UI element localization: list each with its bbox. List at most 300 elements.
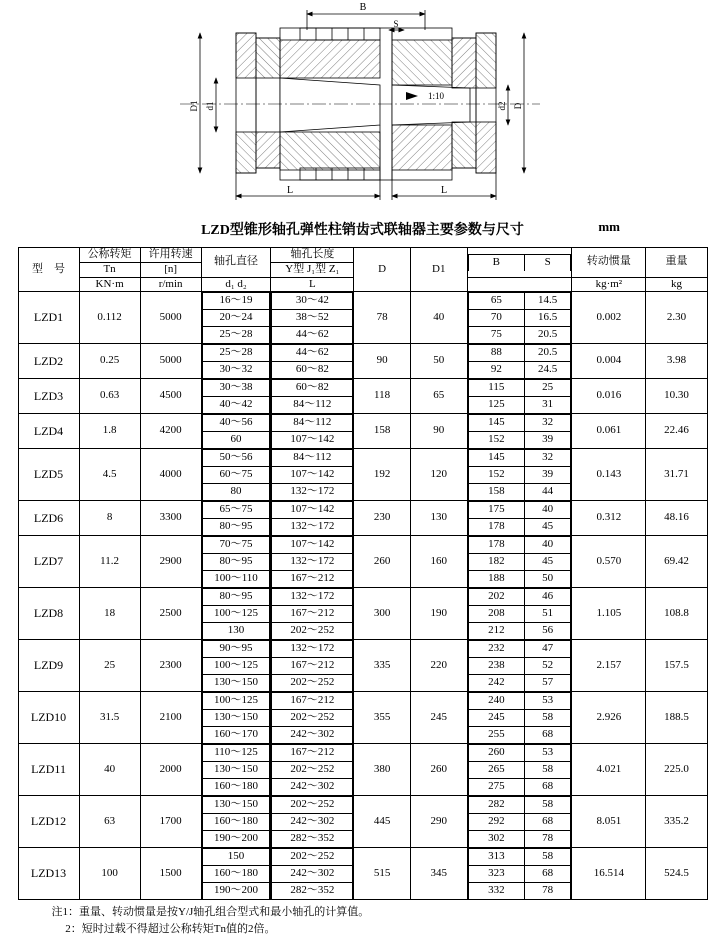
cell-weight: 3.98 [646,344,707,379]
cell-B: 282 [468,797,524,814]
cell-speed: 1700 [140,796,201,848]
sub-cell: 70～75 [202,537,270,554]
cell-bore-diameters [201,501,271,536]
unit-label: mm [598,219,620,234]
sub-cell: 160～180 [202,866,270,883]
cell-bore-lengths [271,501,354,536]
cell-B-S [467,292,572,344]
cell-B: 152 [468,432,524,449]
cell-S: 45 [525,519,571,536]
cell-S: 14.5 [525,293,571,310]
sub-cell: 202～252 [272,762,353,779]
cell-inertia: 0.002 [572,292,646,344]
cell-B-S [467,414,572,449]
sub-cell: 90～95 [202,641,270,658]
cell-B: 302 [468,831,524,848]
cell-bore-lengths [271,414,354,449]
cell-B: 65 [468,293,524,310]
cell-B: 70 [468,310,524,327]
cell-B-S [467,848,572,900]
cell-speed: 4000 [140,449,201,501]
cell-B: 175 [468,502,524,519]
cell-torque: 40 [79,744,140,796]
sub-cell: 100～110 [202,571,270,588]
svg-text:B: B [359,2,367,13]
cell-S: 68 [525,866,571,883]
cell-weight: 225.0 [646,744,707,796]
cell-B: 242 [468,675,524,692]
table-row [18,379,707,414]
cell-bore-lengths [271,848,354,900]
cell-S: 39 [525,432,571,449]
th-length-group: 轴孔长度 [271,248,354,263]
cell-B: 260 [468,745,524,762]
cell-bore-diameters [201,744,271,796]
cell-B-S [467,379,572,414]
cell-D: 260 [354,536,411,588]
table-row [18,848,707,900]
cell-B-S [467,796,572,848]
sub-cell: 242～302 [272,866,353,883]
sub-cell: 190～200 [202,883,270,900]
cell-S: 44 [525,484,571,501]
cell-D1: 245 [410,692,467,744]
sub-cell: 44～62 [272,327,353,344]
cell-S: 58 [525,849,571,866]
cell-S: 58 [525,710,571,727]
sub-cell: 130～150 [202,797,270,814]
table-row [18,501,707,536]
sub-cell: 110～125 [202,745,270,762]
cell-S: 45 [525,554,571,571]
cell-inertia: 2.157 [572,640,646,692]
sub-cell: 80～95 [202,554,270,571]
cell-weight: 188.5 [646,692,707,744]
cell-S: 25 [525,380,571,397]
cell-model: LZD9 [18,640,79,692]
th-length-sub: Y型 J₁型 Z₁ [271,262,354,277]
cell-B-S [467,640,572,692]
cell-B-S [467,536,572,588]
cell-weight: 108.8 [646,588,707,640]
cell-B: 238 [468,658,524,675]
cell-S: 32 [525,450,571,467]
svg-text:L: L [440,185,448,196]
cell-inertia: 0.004 [572,344,646,379]
sub-cell: 50～56 [202,450,270,467]
table-row [18,744,707,796]
sub-cell: 167～212 [272,693,353,710]
sub-cell: 190～200 [202,831,270,848]
cell-model: LZD1 [18,292,79,344]
th-speed-unit: r/min [140,277,201,292]
svg-text:d1: d1 [205,101,215,111]
cell-S: 40 [525,537,571,554]
cell-bore-lengths [271,344,354,379]
cell-S: 40 [525,502,571,519]
cell-speed: 5000 [140,292,201,344]
cell-bore-lengths [271,536,354,588]
table-body [18,292,707,900]
svg-text:S: S [393,19,399,29]
cell-inertia: 8.051 [572,796,646,848]
cell-bore-diameters [201,796,271,848]
notes-block [18,904,708,937]
cell-speed: 3300 [140,501,201,536]
cell-B: 240 [468,693,524,710]
cell-bore-diameters [201,848,271,900]
cell-weight: 69.42 [646,536,707,588]
cell-bore-diameters [201,344,271,379]
cell-inertia: 2.926 [572,692,646,744]
cell-B-S [467,588,572,640]
cell-torque: 63 [79,796,140,848]
cell-weight: 22.46 [646,414,707,449]
th-inertia: 转动惯量 [572,248,646,278]
cell-B-S [467,344,572,379]
cell-S: 58 [525,797,571,814]
th-model: 型 号 [18,248,79,292]
sub-cell: 202～252 [272,849,353,866]
cell-B: 323 [468,866,524,883]
sub-cell: 44～62 [272,345,353,362]
cell-inertia: 0.312 [572,501,646,536]
table-row [18,449,707,501]
cell-inertia: 0.570 [572,536,646,588]
sub-cell: 282～352 [272,883,353,900]
cell-bore-lengths [271,379,354,414]
cell-torque: 0.25 [79,344,140,379]
sub-cell: 107～142 [272,537,353,554]
table-row [18,640,707,692]
sub-cell: 80～95 [202,589,270,606]
sub-cell: 25～28 [202,345,270,362]
table-row [18,796,707,848]
cell-weight: 48.16 [646,501,707,536]
cell-inertia: 1.105 [572,588,646,640]
cell-inertia: 0.061 [572,414,646,449]
cell-D1: 220 [410,640,467,692]
table-row [18,292,707,344]
th-D1: D1 [410,248,467,292]
svg-text:D: D [513,102,523,110]
cell-speed: 2100 [140,692,201,744]
cell-model: LZD7 [18,536,79,588]
table-title-row [0,219,725,241]
cell-B: 92 [468,362,524,379]
cell-bore-diameters [201,292,271,344]
sub-cell: 30～32 [202,362,270,379]
table-row [18,692,707,744]
cell-D1: 120 [410,449,467,501]
cell-S: 52 [525,658,571,675]
cell-bore-diameters [201,640,271,692]
cell-bore-diameters [201,588,271,640]
cell-B: 245 [468,710,524,727]
cell-S: 31 [525,397,571,414]
cell-B: 275 [468,779,524,796]
cell-D: 380 [354,744,411,796]
note-1: 注1：重量、转动惯量是按Y/J轴孔组合型式和最小轴孔的计算值。 [51,906,370,919]
sub-cell: 202～252 [272,623,353,640]
svg-text:d2: d2 [497,101,507,111]
sub-cell: 130～150 [202,710,270,727]
sub-cell: 84～112 [272,415,353,432]
cell-S: 39 [525,467,571,484]
sub-cell: 242～302 [272,727,353,744]
cell-B: 332 [468,883,524,900]
cell-D: 158 [354,414,411,449]
cell-S: 20.5 [525,345,571,362]
sub-cell: 30～42 [272,293,353,310]
svg-text:D1: D1 [189,100,199,112]
sub-cell: 202～252 [272,797,353,814]
cell-model: LZD10 [18,692,79,744]
th-weight: 重量 [646,248,707,278]
sub-cell: 130～150 [202,675,270,692]
sub-cell: 60～82 [272,380,353,397]
cell-B-S [467,744,572,796]
cell-bore-diameters [201,414,271,449]
table-row [18,588,707,640]
sub-cell: 167～212 [272,745,353,762]
parameters-table [18,247,708,900]
cell-D1: 160 [410,536,467,588]
sub-cell: 100～125 [202,606,270,623]
cell-S: 20.5 [525,327,571,344]
cell-S: 78 [525,883,571,900]
cell-B: 182 [468,554,524,571]
svg-text:1:10: 1:10 [427,91,445,101]
cell-weight: 31.71 [646,449,707,501]
sub-cell: 132～172 [272,519,353,536]
cell-speed: 4200 [140,414,201,449]
th-bore-group: 轴孔直径 [201,248,271,278]
sub-cell: 30～38 [202,380,270,397]
cell-D1: 90 [410,414,467,449]
table-head [18,248,707,292]
cell-bore-lengths [271,796,354,848]
cell-B-S [467,501,572,536]
sub-cell: 40～42 [202,397,270,414]
cell-torque: 18 [79,588,140,640]
cell-inertia: 0.143 [572,449,646,501]
sub-cell: 132～172 [272,484,353,501]
cell-weight: 335.2 [646,796,707,848]
sub-cell: 20～24 [202,310,270,327]
cell-B: 75 [468,327,524,344]
sub-cell: 84～112 [272,450,353,467]
cell-torque: 0.63 [79,379,140,414]
cell-S: 46 [525,589,571,606]
cell-torque: 31.5 [79,692,140,744]
sub-cell: 202～252 [272,710,353,727]
cell-inertia: 4.021 [572,744,646,796]
cell-S: 32 [525,415,571,432]
sub-cell: 60～75 [202,467,270,484]
sub-cell: 160～170 [202,727,270,744]
sub-cell: 132～172 [272,589,353,606]
cell-D: 90 [354,344,411,379]
cell-bore-diameters [201,692,271,744]
sub-cell: 25～28 [202,327,270,344]
cell-inertia: 0.016 [572,379,646,414]
cell-S: 47 [525,641,571,658]
sub-cell: 84～112 [272,397,353,414]
cell-bore-lengths [271,292,354,344]
cell-model: LZD4 [18,414,79,449]
cell-speed: 2500 [140,588,201,640]
sub-cell: 132～172 [272,554,353,571]
cell-D: 118 [354,379,411,414]
cell-speed: 2000 [140,744,201,796]
cell-model: LZD12 [18,796,79,848]
cell-B: 125 [468,397,524,414]
cell-B: 145 [468,415,524,432]
sub-cell: 160～180 [202,779,270,796]
cell-B: 145 [468,450,524,467]
sub-cell: 242～302 [272,814,353,831]
cell-B-S [467,449,572,501]
sub-cell: 132～172 [272,641,353,658]
cell-speed: 2300 [140,640,201,692]
cell-B: 115 [468,380,524,397]
cell-weight: 2.30 [646,292,707,344]
sub-cell: 16～19 [202,293,270,310]
cell-D1: 290 [410,796,467,848]
cell-D: 192 [354,449,411,501]
cell-S: 58 [525,762,571,779]
cell-D: 335 [354,640,411,692]
cell-D1: 345 [410,848,467,900]
cell-torque: 8 [79,501,140,536]
cell-D1: 50 [410,344,467,379]
cell-S: 50 [525,571,571,588]
cell-B: 232 [468,641,524,658]
th-B-S-units [467,277,572,292]
th-inertia-unit: kg·m² [572,277,646,292]
cell-S: 56 [525,623,571,640]
note-2: 2：短时过载不得超过公称转矩Tn值的2倍。 [51,922,276,935]
cell-B: 212 [468,623,524,640]
cell-model: LZD8 [18,588,79,640]
cell-S: 68 [525,727,571,744]
cell-B: 208 [468,606,524,623]
cell-model: LZD11 [18,744,79,796]
th-torque: 公称转矩 [79,248,140,263]
cell-bore-diameters [201,536,271,588]
cell-D1: 65 [410,379,467,414]
cell-speed: 1500 [140,848,201,900]
cell-B: 265 [468,762,524,779]
cell-D: 445 [354,796,411,848]
cell-bore-lengths [271,744,354,796]
cell-weight: 157.5 [646,640,707,692]
cell-model: LZD3 [18,379,79,414]
cell-S: 24.5 [525,362,571,379]
cell-B: 292 [468,814,524,831]
th-B-S-group [467,248,572,278]
sub-cell: 160～180 [202,814,270,831]
cell-S: 68 [525,814,571,831]
cell-bore-lengths [271,449,354,501]
cell-S: 51 [525,606,571,623]
cell-S: 53 [525,745,571,762]
th-weight-unit: kg [646,277,707,292]
cell-S: 57 [525,675,571,692]
cell-bore-lengths [271,640,354,692]
cell-B: 255 [468,727,524,744]
th-B: B [468,254,524,271]
sub-cell: 40～56 [202,415,270,432]
sub-cell: 130 [202,623,270,640]
cell-inertia: 16.514 [572,848,646,900]
coupling-drawing [0,0,725,215]
cell-B: 88 [468,345,524,362]
cell-B: 158 [468,484,524,501]
table-row [18,414,707,449]
sub-cell: 242～302 [272,779,353,796]
svg-text:L: L [286,185,294,196]
cell-S: 78 [525,831,571,848]
cell-S: 16.5 [525,310,571,327]
sub-cell: 202～252 [272,675,353,692]
cell-torque: 0.112 [79,292,140,344]
sub-cell: 100～125 [202,658,270,675]
th-speed-symbol: [n] [140,262,201,277]
cell-torque: 100 [79,848,140,900]
sub-cell: 130～150 [202,762,270,779]
cell-bore-lengths [271,588,354,640]
cell-weight: 10.30 [646,379,707,414]
sub-cell: 107～142 [272,502,353,519]
cell-bore-diameters [201,449,271,501]
cell-torque: 25 [79,640,140,692]
cell-model: LZD13 [18,848,79,900]
cell-S: 68 [525,779,571,796]
th-speed: 许用转速 [140,248,201,263]
cell-D: 355 [354,692,411,744]
sub-cell: 38～52 [272,310,353,327]
cell-torque: 1.8 [79,414,140,449]
cell-B: 188 [468,571,524,588]
sub-cell: 107～142 [272,467,353,484]
sub-cell: 150 [202,849,270,866]
sub-cell: 167～212 [272,571,353,588]
cell-B: 178 [468,537,524,554]
th-length-symbol: L [271,277,354,292]
sub-cell: 80～95 [202,519,270,536]
th-torque-symbol: Tn [79,262,140,277]
table-row [18,344,707,379]
cell-weight: 524.5 [646,848,707,900]
cell-D1: 40 [410,292,467,344]
sub-cell: 60 [202,432,270,449]
th-S: S [525,254,571,271]
th-torque-unit: KN·m [79,277,140,292]
cell-B: 313 [468,849,524,866]
th-bore-symbol: d₁ d₂ [201,277,271,292]
cell-D: 515 [354,848,411,900]
cell-B: 152 [468,467,524,484]
table-row [18,536,707,588]
cell-B-S [467,692,572,744]
table-title: LZD型锥形轴孔弹性柱销齿式联轴器主要参数与尺寸 [201,223,524,238]
cell-speed: 5000 [140,344,201,379]
cell-B: 178 [468,519,524,536]
cell-D: 78 [354,292,411,344]
cell-bore-lengths [271,692,354,744]
